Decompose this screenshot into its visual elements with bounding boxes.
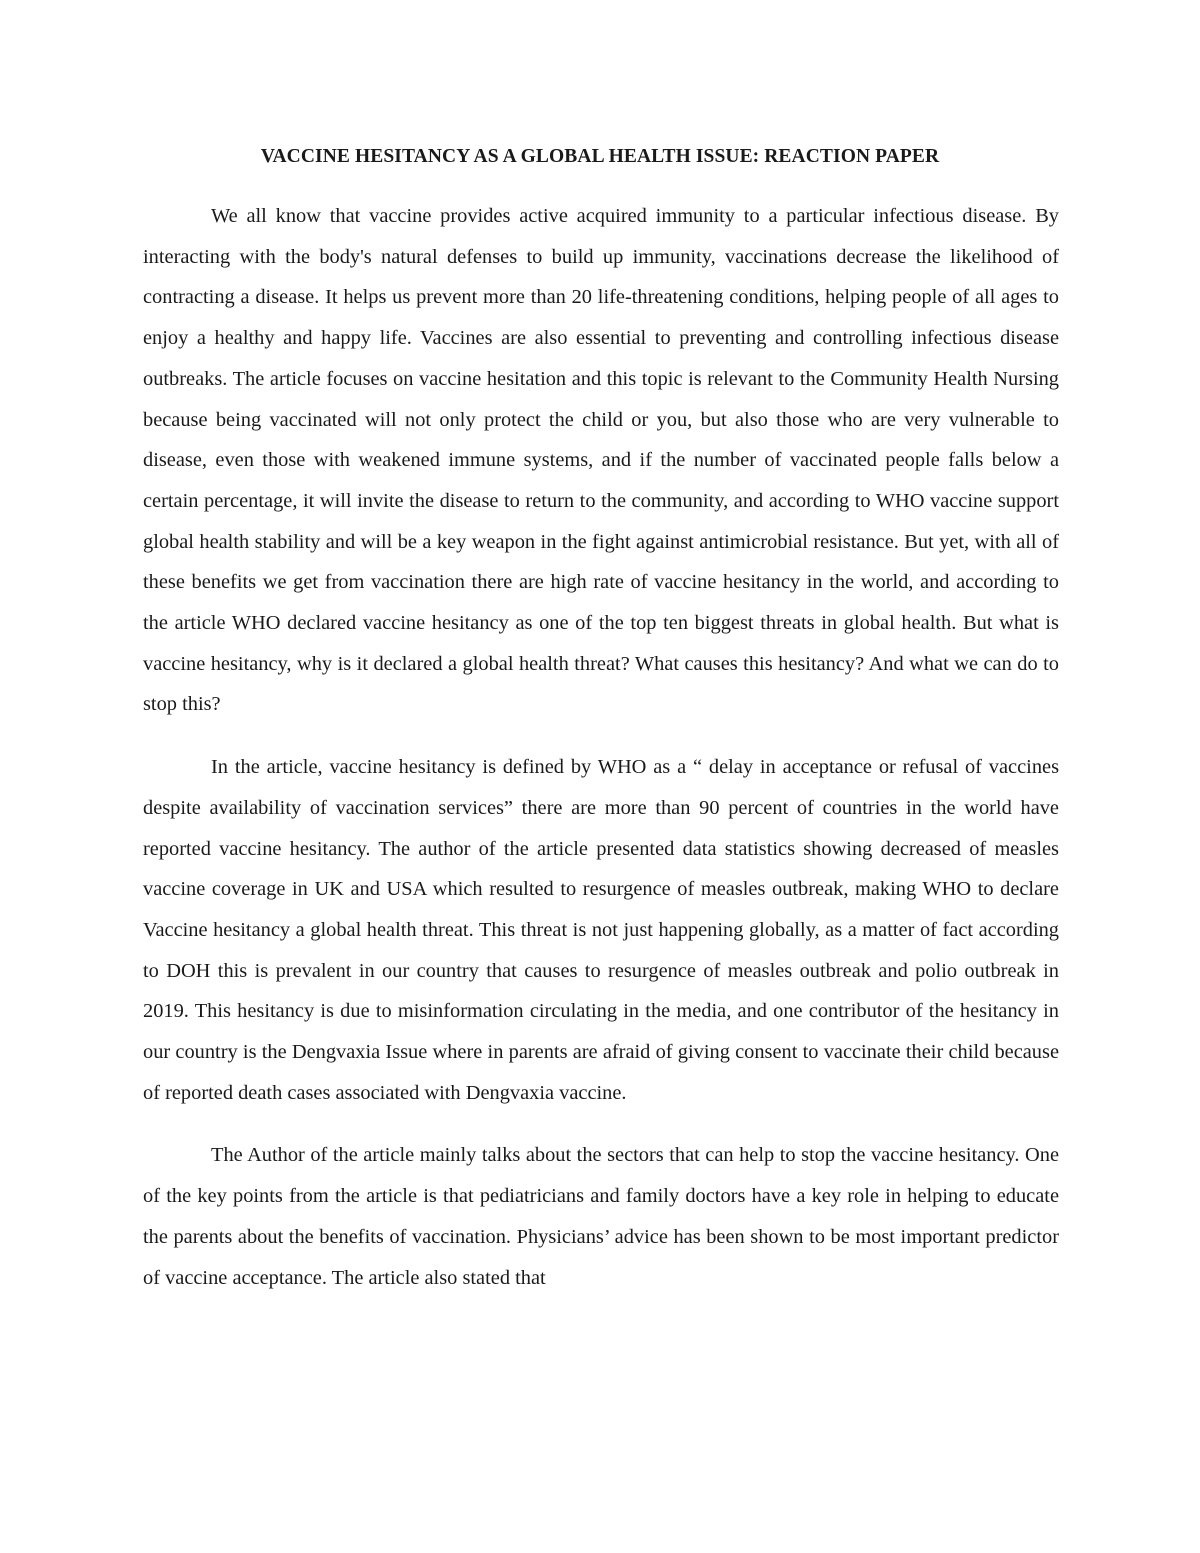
paragraph-definition: In the article, vaccine hesitancy is defined by WHO as a “ delay in acceptance or refusal of vaccines despite availability of vaccination services” there are more than 90 percent of countries in the world have reported vaccine hesitancy. The author of the article presented data statistics showing decreased of measles vaccine coverage in UK and USA which resulted to resurgence of measles outbreak, making WHO to declare Vaccine hesitancy a global health threat. This threat is not just happening globally, as a matter of fact according to DOH this is prevalent in our country that causes to resurgence of measles outbreak and polio outbreak in 2019. This hesitancy is due to misinformation circulating in the media, and one contributor of the hesitancy in our country is the Dengvaxia Issue where in parents are afraid of giving consent to vaccinate their child because of reported death cases associated with Dengvaxia vaccine. [143,756,1059,1104]
paragraph-intro: We all know that vaccine provides active acquired immunity to a particular infectious disease. By interacting with the body's natural defenses to build up immunity, vaccinations decrease the likelihood of contracting a disease. It helps us prevent more than 20 life-threatening conditions, helping people of all ages to enjoy a healthy and happy life. Vaccines are also essential to preventing and controlling infectious disease outbreaks. The article focuses on vaccine hesitation and this topic is relevant to the Community Health Nursing because being vaccinated will not only protect the child or you, but also those who are very vulnerable to disease, even those with weakened immune systems, and if the number of vaccinated people falls below a certain percentage, it will invite the disease to return to the community, and according to WHO vaccine support global health stability and will be a key weapon in the fight against antimicrobial resistance. But yet, with all of these benefits we get from vaccination there are high rate of vaccine hesitancy in the world, and according to the article WHO declared vaccine hesitancy as one of the top ten biggest threats in global health. But what is vaccine hesitancy, why is it declared a global health threat? What causes this hesitancy? And what we can do to stop this? [143,205,1059,716]
paragraph-sectors: The Author of the article mainly talks about the sectors that can help to stop the vaccine hesitancy. One of the key points from the article is that pediatricians and family doctors have a key role in helping to educate the parents about the benefits of vaccination. Physicians’ advice has been shown to be most important predictor of vaccine acceptance. The article also stated that [143,1144,1059,1289]
document-body [143,196,1059,1320]
document-title: VACCINE HESITANCY AS A GLOBAL HEALTH ISSUE: REACTION PAPER [260,146,940,167]
